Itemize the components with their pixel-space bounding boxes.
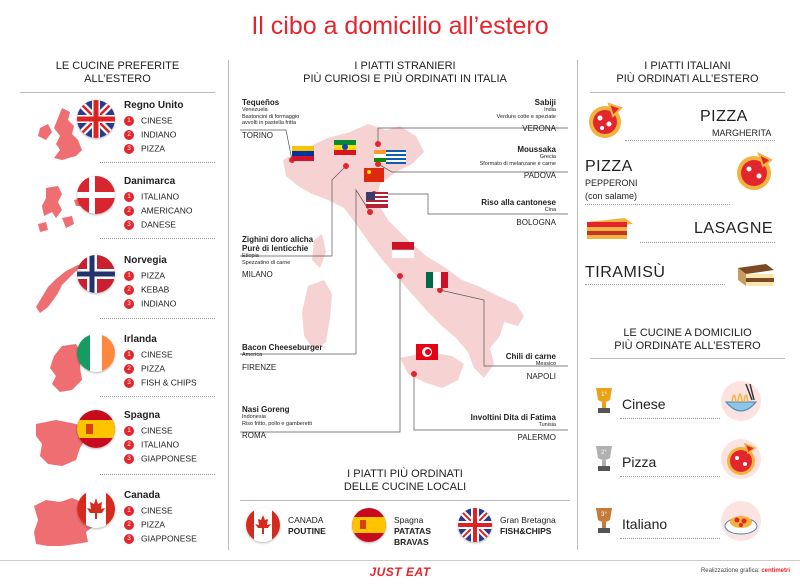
country-spain	[20, 410, 215, 480]
rank-item	[124, 533, 197, 544]
trophy-bronze-icon	[592, 506, 616, 536]
dish-torino	[242, 98, 362, 140]
podium-label: Pizza	[622, 454, 657, 470]
left-heading-line1: LE CUCINE PREFERITE	[55, 60, 180, 72]
dish-roma	[242, 405, 362, 440]
dish-bologna	[440, 198, 556, 227]
ethiopia-flag-icon	[334, 140, 356, 155]
dish-name: Bacon Cheeseburger	[242, 343, 323, 352]
local-dish-name: FISH&CHIPS	[500, 526, 552, 536]
middle-heading-line1: I PIATTI STRANIERI	[354, 60, 456, 72]
divider-dotted	[640, 242, 775, 243]
rank-number: 1	[124, 192, 134, 202]
city-name: MILANO	[242, 270, 273, 279]
rank-item	[124, 129, 176, 140]
rank-item	[124, 298, 176, 309]
local-country: Spagna	[394, 515, 424, 525]
rank-label: CINESE	[141, 115, 173, 126]
canada-flag-icon	[246, 508, 280, 542]
dish-origin: Indonesia	[242, 414, 266, 420]
dish-verona	[440, 98, 556, 133]
rank-number: 2	[124, 520, 134, 530]
china-flag-icon	[364, 168, 384, 182]
local-country: CANADA	[288, 515, 324, 525]
left-heading-line2: ALL’ESTERO	[84, 73, 151, 85]
rank-number: 3	[124, 144, 134, 154]
right-heading-line1: I PIATTI ITALIANI	[644, 60, 731, 72]
divider-dotted	[100, 162, 215, 163]
lasagne-icon	[585, 214, 635, 244]
denmark-flag-icon	[77, 176, 115, 214]
tiramisu-icon	[736, 260, 776, 290]
home-heading-rule	[590, 358, 785, 359]
right-heading	[590, 60, 785, 86]
rank-label: AMERICANO	[141, 205, 193, 216]
local-heading-line1: I PIATTI PIÙ ORDINATI	[347, 468, 463, 480]
rank-item	[124, 363, 165, 374]
local-dish-text	[288, 515, 326, 537]
rank-label: INDIANO	[141, 129, 177, 140]
rank-item	[124, 453, 197, 464]
rank-number: 2	[124, 285, 134, 295]
mexico-flag-icon	[426, 272, 448, 288]
rank-item	[124, 425, 173, 436]
rank-item	[124, 115, 173, 126]
dish-desc: Riso fritto, pollo e gamberetti	[242, 420, 313, 427]
rank-item	[124, 143, 165, 154]
divider-dotted	[100, 238, 215, 239]
rank-item	[124, 377, 197, 388]
local-heading-rule	[240, 500, 570, 501]
rank-number: 2	[124, 130, 134, 140]
local-dish-uk	[458, 508, 576, 548]
local-dish-text	[394, 515, 431, 548]
dish-origin: Cina	[544, 207, 556, 213]
divider-dotted	[620, 418, 720, 419]
italian-dish-2-sub: PEPPERONI	[585, 178, 638, 188]
pizza-margherita-icon	[585, 100, 625, 140]
credit-name: centimetri	[761, 568, 790, 574]
dish-origin: Messico	[535, 361, 556, 367]
trophy-rank: 3°	[601, 512, 607, 518]
rank-label: ITALIANO	[141, 439, 180, 450]
rank-number: 1	[124, 426, 134, 436]
trophy-rank: 2°	[601, 450, 607, 456]
left-heading-rule	[20, 92, 215, 93]
rank-label: CINESE	[141, 425, 173, 436]
city-name: TORINO	[242, 130, 273, 140]
dish-origin: Grecia	[539, 154, 556, 160]
city-name: VERONA	[522, 124, 556, 133]
dish-name: Tequeños	[242, 98, 280, 107]
right-heading-rule	[590, 92, 785, 93]
dish-origin: Tunisia	[538, 422, 556, 428]
country-canada	[20, 490, 215, 560]
local-country: Gran Bretagna	[500, 515, 556, 525]
italian-dish-2-note: (con salame)	[585, 191, 638, 201]
rank-number: 2	[124, 206, 134, 216]
local-heading-line2: DELLE CUCINE LOCALI	[343, 481, 467, 493]
rank-label: ITALIANO	[141, 191, 180, 202]
dish-desc: Verdure cotte e speziate	[496, 113, 556, 120]
rank-number: 3	[124, 454, 134, 464]
venezuela-flag-icon	[292, 146, 314, 161]
italian-dish-3: LASAGNE	[694, 220, 774, 237]
dish-name: Nasi Goreng	[242, 405, 290, 414]
dish-palermo	[440, 413, 556, 442]
home-heading-line1: LE CUCINE A DOMICILIO	[623, 327, 752, 339]
local-dish-text	[500, 515, 556, 537]
rank-number: 3	[124, 534, 134, 544]
just-eat-logo: JUST EAT	[369, 565, 431, 579]
dish-name: Moussaka	[517, 145, 556, 154]
rank-number: 1	[124, 116, 134, 126]
local-dish-name: PATATAS	[394, 526, 431, 536]
dish-desc: Sformato di melanzane e carne	[479, 160, 556, 167]
dish-name: Sabiji	[534, 98, 556, 107]
rank-label: FISH & CHIPS	[141, 377, 197, 388]
indonesia-flag-icon	[392, 242, 414, 258]
spain-flag-icon	[77, 410, 115, 448]
rank-number: 2	[124, 364, 134, 374]
country-ireland	[20, 334, 215, 404]
rank-number: 2	[124, 440, 134, 450]
podium-label: Cinese	[622, 396, 666, 412]
rank-number: 1	[124, 350, 134, 360]
dish-origin: Venezuela	[242, 107, 268, 113]
rank-label: PIZZA	[141, 270, 166, 281]
ireland-flag-icon	[77, 334, 115, 372]
italian-dish-1: PIZZA	[700, 108, 748, 125]
local-heading	[240, 468, 570, 494]
country-name: Danimarca	[124, 176, 176, 187]
rank-label: INDIANO	[141, 298, 177, 309]
rank-label: DANESE	[141, 219, 176, 230]
local-dish-name: POUTINE	[288, 526, 326, 536]
city-name: FIRENZE	[242, 362, 277, 372]
city-name: BOLOGNA	[516, 217, 556, 227]
norway-flag-icon	[77, 255, 115, 293]
podium-1	[592, 380, 772, 432]
rank-item	[124, 205, 192, 216]
sardinia	[302, 280, 332, 350]
dish-name: Riso alla cantonese	[481, 198, 556, 207]
uk-flag-icon	[458, 508, 492, 542]
divider-dotted	[620, 538, 720, 539]
rank-item	[124, 219, 176, 230]
country-name: Irlanda	[124, 334, 157, 345]
middle-heading	[240, 60, 570, 86]
dish-name: Purè di lenticchie	[242, 244, 309, 253]
noodles-bowl-icon	[720, 380, 762, 422]
local-dish-name: BRAVAS	[394, 537, 429, 547]
divider-dotted	[585, 204, 730, 205]
rank-item	[124, 270, 165, 281]
dish-name: Zighini doro alicha	[242, 235, 314, 244]
city-name: ROMA	[242, 431, 266, 440]
rank-label: PIZZA	[141, 143, 166, 154]
rank-item	[124, 284, 169, 295]
rank-number: 3	[124, 220, 134, 230]
rank-label: PIZZA	[141, 519, 166, 530]
rank-item	[124, 349, 173, 360]
dish-desc: Bastoncini di formaggio	[242, 113, 300, 120]
country-name: Canada	[124, 490, 161, 501]
dish-origin: India	[544, 107, 556, 113]
dish-napoli	[440, 352, 556, 381]
dish-name: Involtini Dita di Fatima	[470, 413, 556, 422]
dish-padova	[440, 145, 556, 180]
rank-item	[124, 439, 179, 450]
rank-number: 1	[124, 506, 134, 516]
home-heading-line2: PIÙ ORDINATE ALL’ESTERO	[614, 340, 761, 352]
divider-dotted	[100, 474, 215, 475]
rank-number: 1	[124, 271, 134, 281]
tunisia-flag-icon	[416, 344, 438, 360]
pizza-icon	[720, 438, 762, 480]
dish-desc: Spezzatino di carne	[242, 259, 291, 266]
podium-label: Italiano	[622, 516, 668, 532]
rank-label: CINESE	[141, 505, 173, 516]
middle-heading-line2: PIÙ CURIOSI E PIÙ ORDINATI IN ITALIA	[303, 73, 507, 85]
rank-label: CINESE	[141, 349, 173, 360]
rank-label: PIZZA	[141, 363, 166, 374]
rank-label: GIAPPONESE	[141, 533, 197, 544]
rank-number: 3	[124, 378, 134, 388]
italian-dish-2: PIZZA	[585, 158, 633, 175]
rank-item	[124, 505, 173, 516]
dish-name: Chili di carne	[505, 352, 556, 361]
trophy-rank: 1°	[601, 392, 607, 398]
dish-milano	[242, 235, 362, 279]
dish-desc: avvolti in pastella fritta	[242, 120, 297, 126]
uk-flag-icon	[77, 100, 115, 138]
country-name: Spagna	[124, 410, 161, 421]
country-name: Regno Unito	[124, 100, 184, 111]
divider-dotted	[620, 476, 720, 477]
usa-flag-icon	[366, 192, 388, 208]
dish-origin: America	[242, 352, 263, 358]
canada-flag-icon	[77, 490, 115, 528]
right-heading-line2: PIÙ ORDINATI ALL’ESTERO	[616, 73, 759, 85]
city-name: PADOVA	[523, 171, 556, 180]
trophy-silver-icon	[592, 444, 616, 474]
left-heading	[20, 60, 215, 86]
country-denmark	[20, 176, 215, 246]
podium-2	[592, 438, 772, 490]
trophy-gold-icon	[592, 386, 616, 416]
divider-dotted	[100, 396, 215, 397]
podium-3	[592, 500, 772, 552]
city-name: NAPOLI	[526, 371, 556, 381]
home-heading	[590, 327, 785, 353]
rank-item	[124, 191, 179, 202]
rank-label: KEBAB	[141, 284, 170, 295]
dish-origin: Etiopia	[242, 253, 259, 259]
footer-rule	[0, 560, 800, 561]
country-norway	[20, 255, 215, 325]
city-name: PALERMO	[517, 432, 556, 442]
divider-dotted	[625, 140, 775, 141]
spain-flag-icon	[352, 508, 386, 542]
rank-number: 3	[124, 299, 134, 309]
page-title: Il cibo a domicilio all’estero	[251, 12, 549, 40]
italian-dish-1-sub: MARGHERITA	[712, 128, 772, 138]
italian-dish-4: TIRAMISÙ	[585, 264, 666, 281]
rank-label: GIAPPONESE	[141, 453, 197, 464]
spaghetti-plate-icon	[720, 500, 762, 542]
divider-dotted	[100, 318, 215, 319]
divider-dotted	[585, 284, 725, 285]
credit	[701, 568, 790, 574]
greece-flag-icon	[386, 150, 406, 164]
pizza-pepperoni-icon	[733, 150, 775, 192]
country-name: Norvegia	[124, 255, 167, 266]
dish-firenze	[242, 343, 362, 372]
credit-label: Realizzazione grafica:	[700, 568, 760, 574]
country-uk	[20, 100, 215, 170]
rank-item	[124, 519, 165, 530]
